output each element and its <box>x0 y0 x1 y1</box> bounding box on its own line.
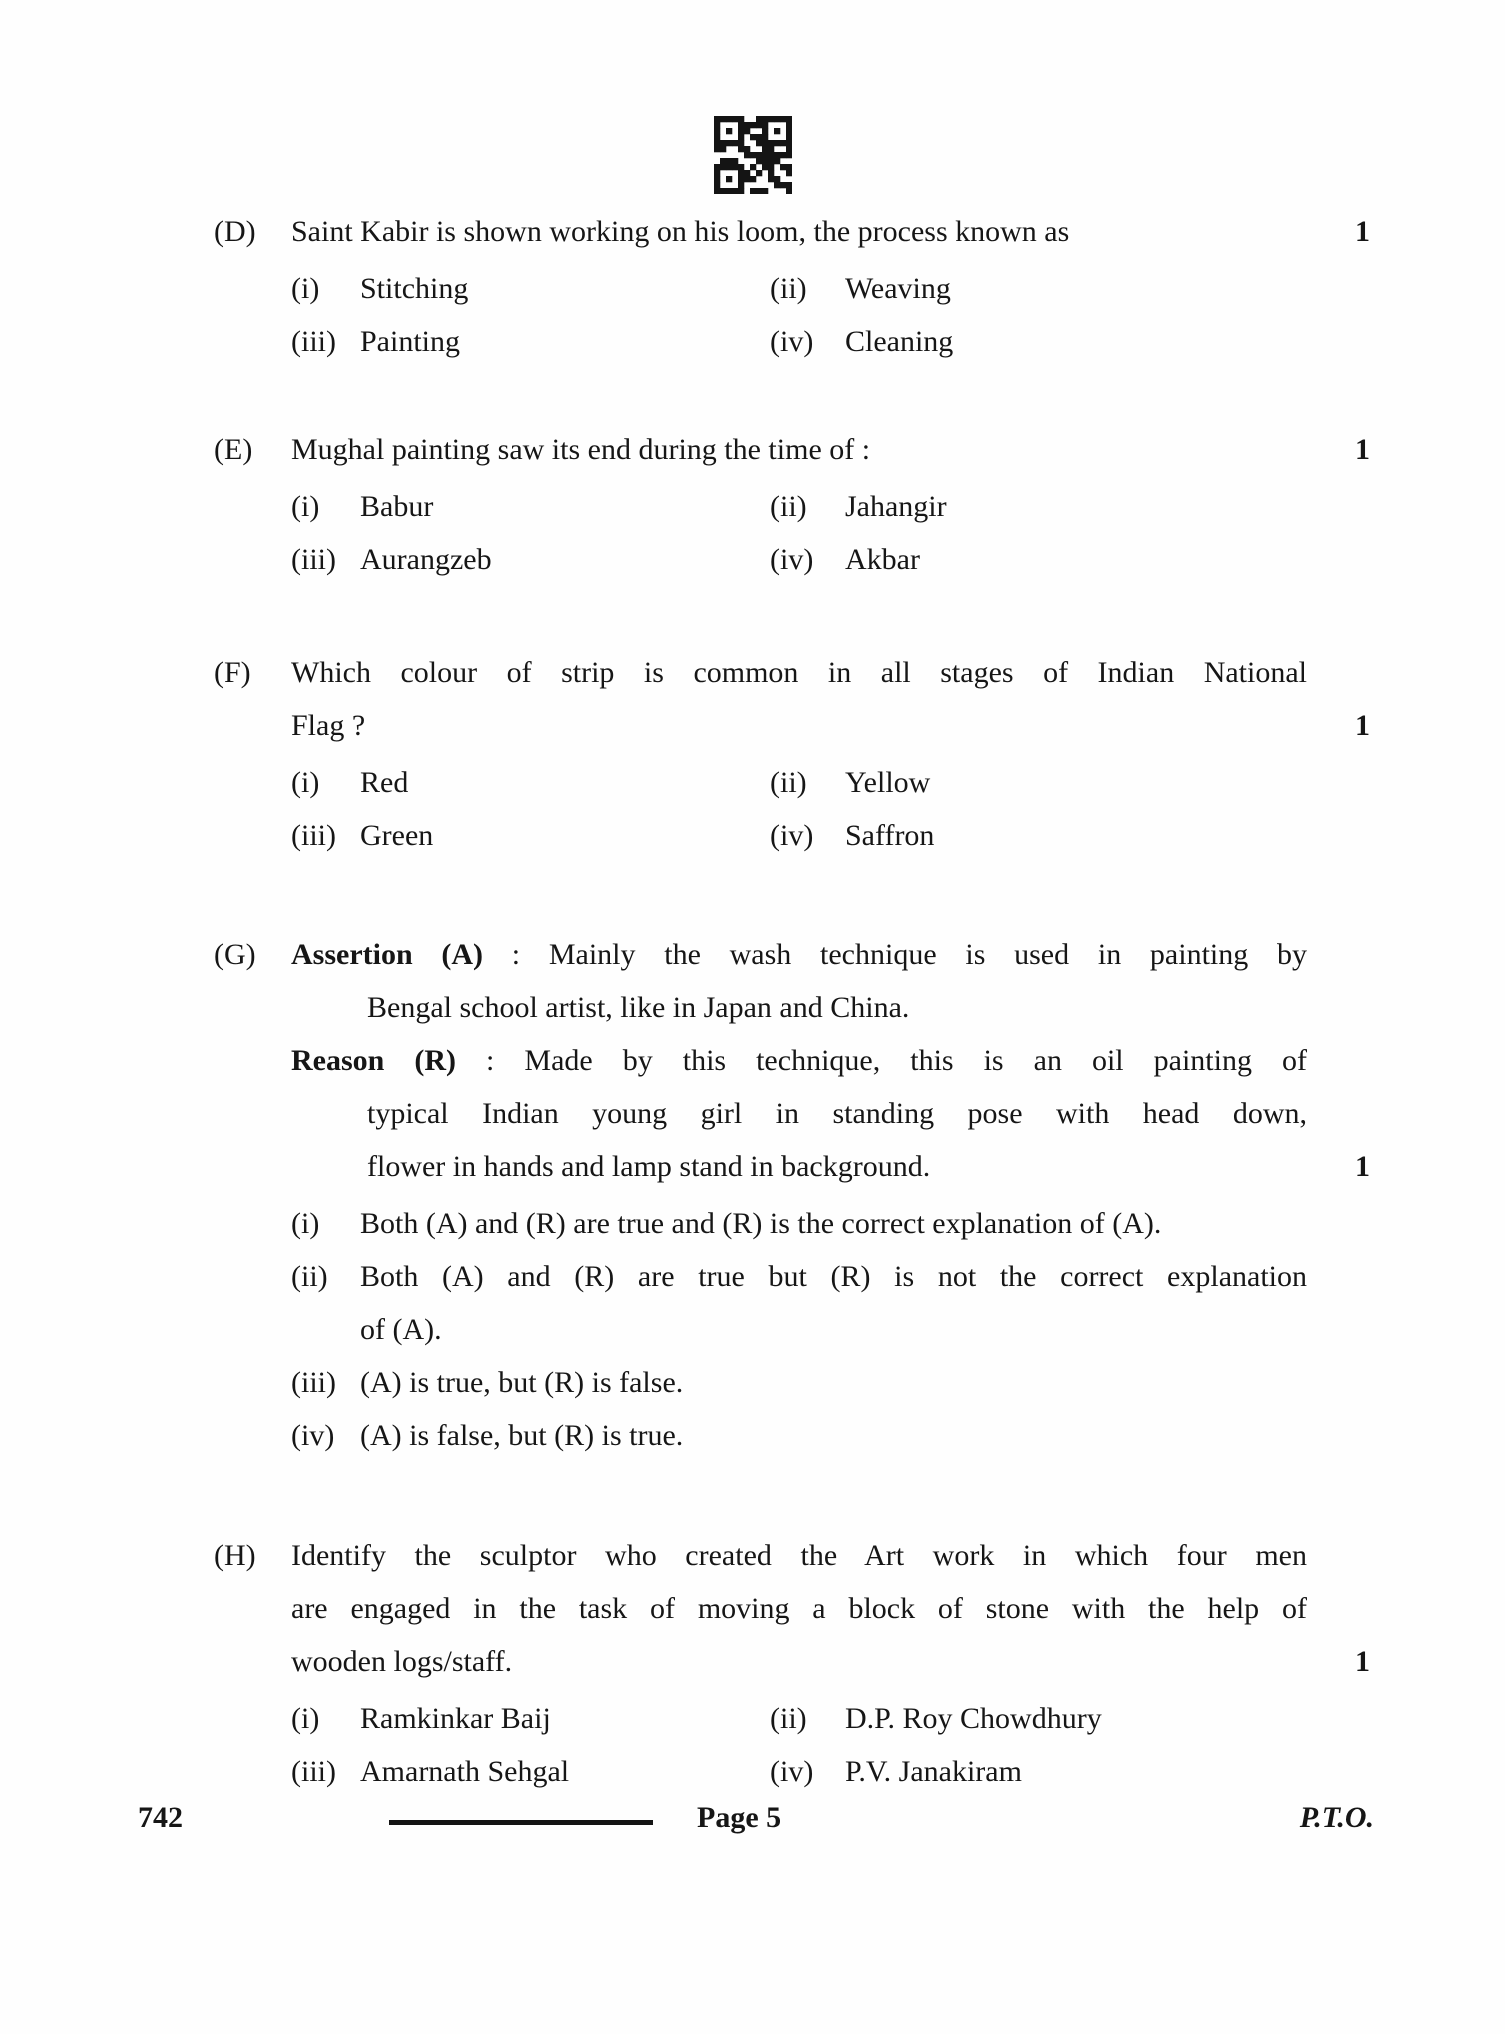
question-block-D <box>214 205 1370 368</box>
question-line <box>291 981 1307 1034</box>
option-numeral: (ii) <box>770 766 807 799</box>
option-label: Cleaning <box>845 325 954 358</box>
option-row <box>291 315 1307 368</box>
question-block-G <box>214 928 1370 1462</box>
option-label: Saffron <box>845 819 935 852</box>
option-row <box>291 1356 1307 1409</box>
question-line <box>291 1087 1307 1140</box>
marks-badge: 1 <box>1355 215 1370 248</box>
question-block-E <box>214 423 1370 586</box>
option-numeral: (iv) <box>770 1755 814 1788</box>
option-body <box>360 1409 1307 1462</box>
options-list <box>291 1197 1307 1462</box>
question-text: flower in hands and lamp stand in background. <box>367 1150 931 1183</box>
question-line <box>291 423 1370 476</box>
question-text: Assertion (A) <box>291 938 484 971</box>
marks-badge: 1 <box>1355 433 1370 466</box>
option-label: Ramkinkar Baij <box>360 1702 551 1735</box>
option-label: Yellow <box>845 766 931 799</box>
option-numeral: (iii) <box>291 1755 336 1788</box>
option-numeral: (iii) <box>291 543 336 576</box>
question-line <box>291 1529 1307 1582</box>
option-numeral: (i) <box>291 766 320 799</box>
question-line <box>291 1635 1370 1688</box>
option-numeral: (i) <box>291 272 320 305</box>
option-label: Stitching <box>360 272 469 305</box>
question-label: (D) <box>214 215 256 248</box>
question-label: (F) <box>214 656 251 689</box>
option-numeral: (ii) <box>770 490 807 523</box>
question-body <box>291 646 1370 862</box>
option-numeral: (iv) <box>770 819 814 852</box>
footer-pto: P.T.O. <box>1299 1801 1374 1834</box>
option-row <box>291 1692 1307 1745</box>
options-grid <box>291 480 1307 586</box>
option-numeral: (ii) <box>770 272 807 305</box>
option-numeral: (i) <box>291 1702 320 1735</box>
question-line <box>291 1034 1307 1087</box>
option-numeral: (iii) <box>291 1366 336 1399</box>
footer-doc-number: 742 <box>138 1801 183 1834</box>
option-label: (A) is false, but (R) is true. <box>360 1419 684 1452</box>
question-body <box>291 928 1370 1462</box>
question-line <box>291 928 1307 981</box>
option-label: Akbar <box>845 543 920 576</box>
option-row <box>291 533 1307 586</box>
question-list <box>214 205 1370 1798</box>
option-numeral: (i) <box>291 1207 320 1240</box>
option-row <box>291 262 1307 315</box>
question-line <box>291 1140 1370 1193</box>
question-label: (H) <box>214 1539 256 1572</box>
option-label: (A) is true, but (R) is false. <box>360 1366 684 1399</box>
option-numeral: (ii) <box>291 1260 328 1293</box>
options-grid <box>291 756 1307 862</box>
option-label: Painting <box>360 325 461 358</box>
option-label: Amarnath Sehgal <box>360 1755 570 1788</box>
question-label: (E) <box>214 433 253 466</box>
option-label: Green <box>360 819 434 852</box>
marks-badge: 1 <box>1355 1645 1370 1678</box>
question-text: : Made by this technique, this is an oil painting of <box>456 1044 1307 1077</box>
question-line <box>291 699 1370 752</box>
question-text: : Mainly the wash technique is used in painting by <box>483 938 1307 971</box>
option-body <box>360 1197 1307 1250</box>
question-block-F <box>214 646 1370 862</box>
option-numeral: (iii) <box>291 819 336 852</box>
question-text: Reason (R) <box>291 1044 457 1077</box>
option-numeral: (iv) <box>770 325 814 358</box>
question-label: (G) <box>214 938 256 971</box>
option-label: Both (A) and (R) are true but (R) is not the correct explanation <box>360 1260 1307 1293</box>
question-text: wooden logs/staff. <box>291 1645 513 1678</box>
option-numeral: (i) <box>291 490 320 523</box>
option-row <box>291 1197 1307 1250</box>
marks-badge: 1 <box>1355 709 1370 742</box>
option-label: P.V. Janakiram <box>845 1755 1022 1788</box>
question-line <box>291 1582 1307 1635</box>
option-label: Jahangir <box>845 490 947 523</box>
question-block-H <box>214 1529 1370 1798</box>
footer-page-label: Page 5 <box>697 1801 782 1834</box>
question-text: are engaged in the task of moving a block of stone with the help of <box>291 1592 1307 1625</box>
option-label: D.P. Roy Chowdhury <box>845 1702 1102 1735</box>
option-label: of (A). <box>360 1313 442 1346</box>
question-text: Which colour of strip is common in all stages of Indian National <box>291 656 1307 689</box>
option-row <box>291 809 1307 862</box>
question-body <box>291 1529 1370 1798</box>
question-text: Bengal school artist, like in Japan and China. <box>367 991 910 1024</box>
option-label: Red <box>360 766 409 799</box>
option-label: Both (A) and (R) are true and (R) is the correct explanation of (A). <box>360 1207 1162 1240</box>
question-line <box>291 646 1307 699</box>
option-row <box>291 1409 1307 1462</box>
question-body <box>291 423 1370 586</box>
option-row <box>291 756 1307 809</box>
option-row <box>291 480 1307 533</box>
question-text: typical Indian young girl in standing pose with head down, <box>367 1097 1307 1130</box>
option-row <box>291 1250 1307 1356</box>
option-label: Weaving <box>845 272 951 305</box>
option-label: Babur <box>360 490 434 523</box>
option-numeral: (iii) <box>291 325 336 358</box>
marks-badge: 1 <box>1355 1150 1370 1183</box>
question-text: Mughal painting saw its end during the time of : <box>291 433 871 466</box>
option-body <box>360 1250 1307 1356</box>
option-numeral: (ii) <box>770 1702 807 1735</box>
qr-code-icon <box>714 116 792 194</box>
question-text: Flag ? <box>291 709 366 742</box>
footer-rule <box>389 1820 653 1825</box>
option-label: Aurangzeb <box>360 543 492 576</box>
question-text: Identify the sculptor who created the Art work in which four men <box>291 1539 1307 1572</box>
options-grid <box>291 1692 1307 1798</box>
option-row <box>291 1745 1307 1798</box>
question-text: Saint Kabir is shown working on his loom, the process known as <box>291 215 1070 248</box>
question-line <box>291 205 1370 258</box>
option-numeral: (iv) <box>291 1419 335 1452</box>
options-grid <box>291 262 1307 368</box>
question-body <box>291 205 1370 368</box>
option-numeral: (iv) <box>770 543 814 576</box>
option-body <box>360 1356 1307 1409</box>
